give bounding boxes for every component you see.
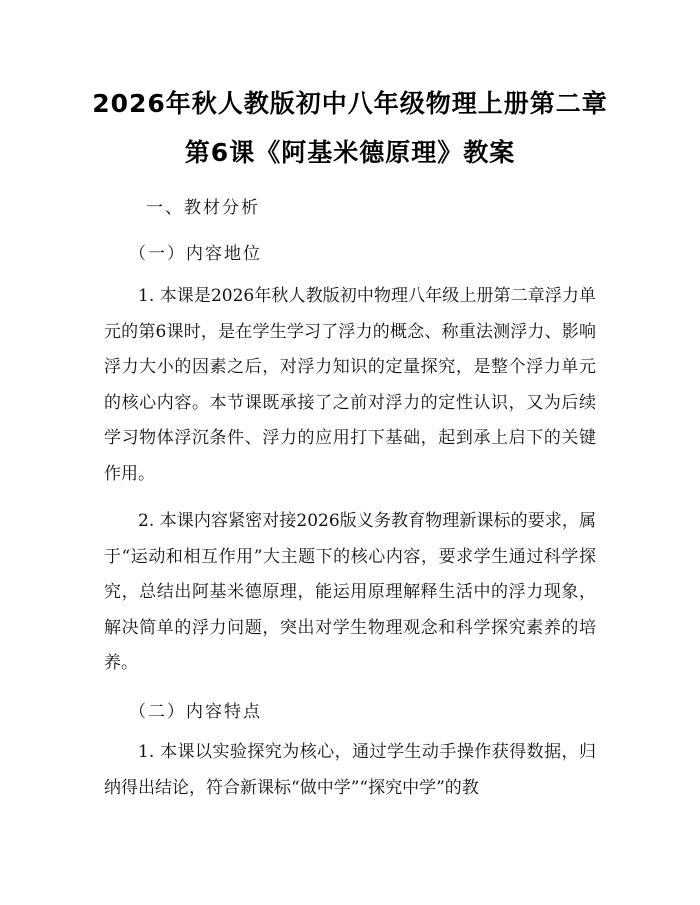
paragraph-content-features-1: 1. 本课以实验探究为核心，通过学生动手操作获得数据，归纳得出结论，符合新课标“做中学”“探究中学”的教 [104,742,596,798]
subsection-heading-content-features: （二）内容特点 [129,702,262,722]
document-title-line-1: 2026年秋人教版初中八年级物理上册第二章 [92,89,608,118]
paragraph-content-position-1: 1. 本课是2026年秋人教版初中物理八年级上册第二章浮力单元的第6课时，是在学生学习了浮力的概念、称重法测浮力、影响浮力大小的因素之后，对浮力知识的定量探究，是整个浮力单元的核心内容。本节课既承接了之前对浮力的定性认识，又为后续学习物体浮沉条件、浮力的应用打下基础，起到承上启下的关键作用。 [104,286,596,484]
subsection-heading-content-position: （一）内容地位 [129,244,262,264]
section-heading-textbook-analysis: 一、教材分析 [146,198,260,218]
paragraph-content-position-2: 2. 本课内容紧密对接2026版义务教育物理新课标的要求，属于“运动和相互作用”大主题下的核心内容，要求学生通过科学探究，总结出阿基米德原理，能运用原理解释生活中的浮力现象，解决简单的浮力问题，突出对学生物理观念和科学探究素养的培养。 [104,511,596,673]
document-title-line-2: 第6课《阿基米德原理》教案 [184,138,516,167]
